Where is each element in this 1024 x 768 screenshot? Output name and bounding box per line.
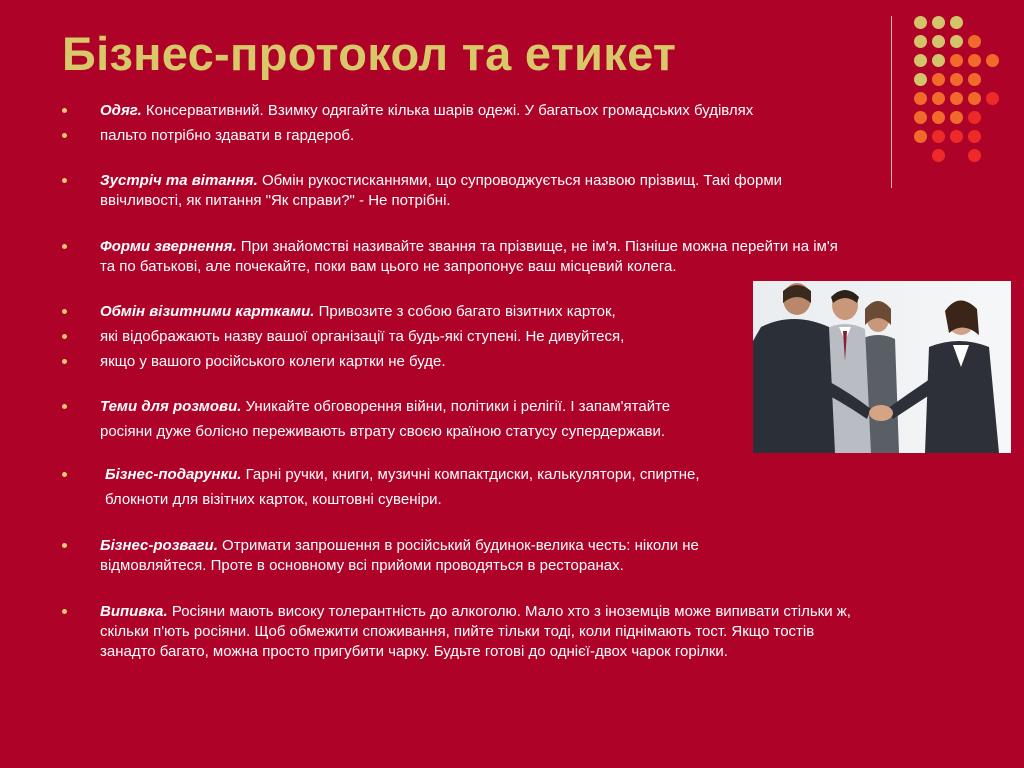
list-item-line: відмовляйтеся. Проте в основному всі прийоми проводяться в ресторанах. — [100, 557, 624, 574]
list-item-heading-line — [105, 465, 700, 484]
list-item-heading-line — [100, 302, 616, 321]
list-item-heading-line — [100, 536, 699, 555]
item-heading: Обмін візитними картками. — [100, 303, 315, 320]
list-item-line: ввічливості, як питання "Як справи?" - Не потрібні. — [100, 192, 451, 209]
item-heading: Форми звернення. — [100, 238, 237, 255]
bullet-icon — [62, 108, 67, 113]
list-item-heading-line — [100, 602, 851, 621]
list-item-line: росіяни дуже болісно переживають втрату своєю країною статусу супердержави. — [100, 423, 666, 440]
list-item-heading-line — [100, 397, 670, 416]
bullet-icon — [62, 334, 67, 339]
list-item-line: які відображають назву вашої організації та будь-які ступені. Не дивуйтеся, — [100, 328, 625, 345]
bullet-icon — [62, 404, 67, 409]
list-item-line: блокноти для візітних карток, коштовні сувеніри. — [105, 491, 442, 508]
bullet-icon — [62, 244, 67, 249]
list-item-line: занадто багато, можна просто пригубити чарку. Будьте готові до однієї-двох чарок горілки. — [100, 643, 728, 660]
bullet-icon — [62, 472, 67, 477]
list-item-line: та по батькові, але почекайте, поки вам цього не запропонує ваш місцевий колега. — [100, 258, 677, 275]
item-text: Обмін рукостисканнями, що супроводжується назвою прізвищ. Такі форми — [257, 172, 783, 189]
item-heading: Одяг. — [100, 102, 142, 119]
item-heading: Випивка. — [100, 603, 168, 620]
list-item-heading-line — [100, 237, 838, 256]
item-text: Росіяни мають високу толерантність до алкоголю. Мало хто з іноземців може випивати стільки ж, — [167, 603, 851, 620]
list-item-heading-line — [100, 171, 782, 190]
item-text: Привозите з собою багато візитних карток, — [314, 303, 616, 320]
item-text: Уникайте обговорення війни, політики і релігії. І запам'ятайте — [241, 398, 671, 415]
bullet-icon — [62, 178, 67, 183]
item-heading: Бізнес-розваги. — [100, 537, 218, 554]
slide-title: Бізнес-протокол та етикет — [62, 27, 677, 80]
item-text: Консервативний. Взимку одягайте кілька шарів одежі. У багатьох громадських будівлях — [141, 102, 754, 119]
bullet-icon — [62, 543, 67, 548]
list-item-heading-line — [100, 101, 753, 120]
bullet-icon — [62, 133, 67, 138]
item-text: При знайомстві називайте звання та прізвище, не ім'я. Пізніше можна перейти на ім'я — [236, 238, 838, 255]
item-text: Отримати запрошення в російський будинок-велика честь: ніколи не — [217, 537, 699, 554]
item-heading: Теми для розмови. — [100, 398, 242, 415]
list-item-line: якщо у вашого російського колеги картки не буде. — [100, 353, 446, 370]
item-text: Гарні ручки, книги, музичні компактдиски, калькулятори, спиртне, — [241, 466, 700, 483]
bullet-icon — [62, 359, 67, 364]
list-item-line: пальто потрібно здавати в гардероб. — [100, 127, 355, 144]
bullet-icon — [62, 309, 67, 314]
list-item-line: скільки п'ють росіяни. Щоб обмежити споживання, пийте тільки тоді, коли піднімають тост. Якщо тостів — [100, 623, 815, 640]
item-heading: Зустріч та вітання. — [100, 172, 258, 189]
bullet-icon — [62, 609, 67, 614]
item-heading: Бізнес-подарунки. — [105, 466, 242, 483]
